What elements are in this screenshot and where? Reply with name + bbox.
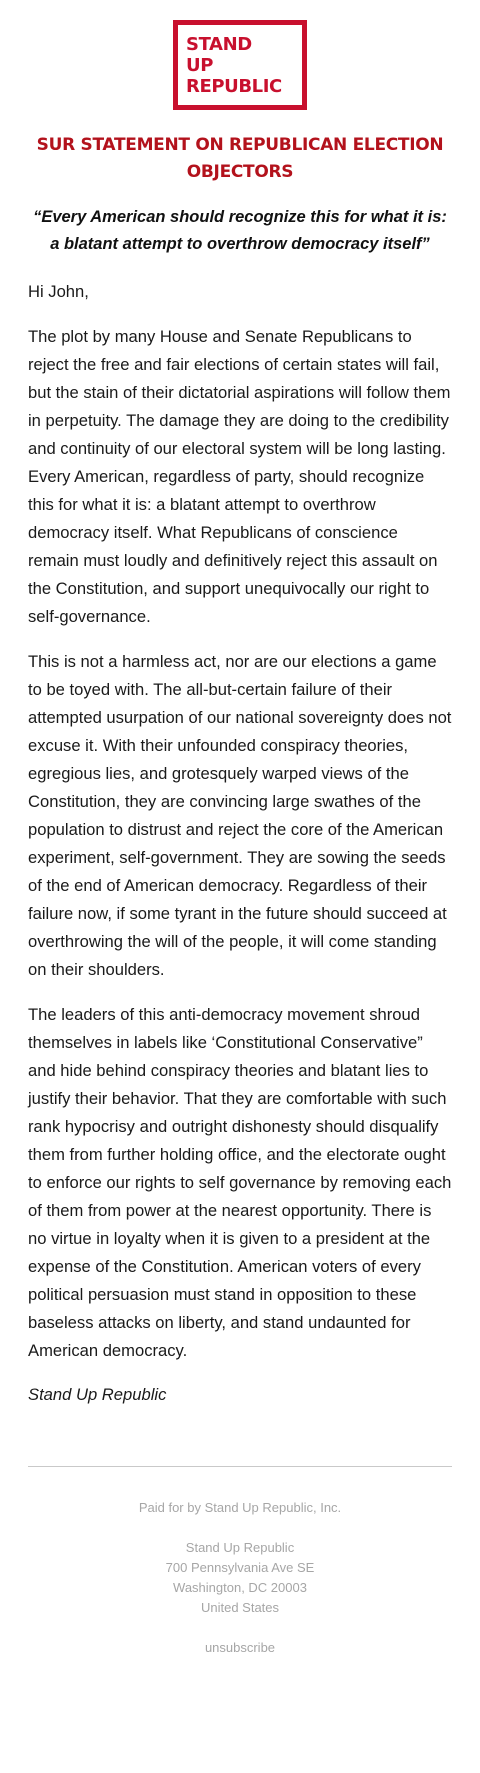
statement-headline: SUR STATEMENT ON REPUBLICAN ELECTION OBJECTORS (36, 135, 444, 182)
email-footer (28, 1498, 452, 1658)
body-paragraph-2: This is not a harmless act, nor are our elections a game to be toyed with. The all-but-certain failure of their attempted usurpation of our national sovereignty does not excuse it. With their unfounded conspiracy theories, egregious lies, and grotesquely warped views of the Constitution, they are convincing large swathes of the population to distrust and reject the core of the American experiment, self-government. They are sowing the seeds of the end of American democracy. Regardless of their failure now, if some tyrant in the future should succeed at overthrowing the will of the people, it will come standing on their shoulders. (28, 652, 452, 979)
address-country: United States (200, 1600, 280, 1615)
logo-line-1: STAND (186, 34, 252, 55)
address-org: Stand Up Republic (185, 1540, 295, 1555)
logo-line-2: UP (186, 55, 214, 76)
paid-for-disclaimer: Paid for by Stand Up Republic, Inc. (138, 1500, 342, 1515)
mailing-address (28, 1538, 452, 1618)
body-paragraph-1: The plot by many House and Senate Republicans to reject the free and fair elections of certain states will fail, but the stain of their dictatorial aspirations will follow them in perpetuity. The damage they are doing to the credibility and continuity of our electoral system will be long lasting. Every American, regardless of party, should recognize this for what it is: a blatant attempt to overthrow democracy itself. What Republicans of conscience remain must loudly and definitively reject this assault on the Constitution, and support unequivocally our right to self-governance. (28, 327, 451, 626)
pull-quote: “Every American should recognize this for what it is: a blatant attempt to overthrow democracy itself” (33, 208, 447, 253)
address-city: Washington, DC 20003 (173, 1580, 307, 1595)
body-paragraph-3: The leaders of this anti-democracy movement shroud themselves in labels like ‘Constitutional Conservative” and hide behind conspiracy theories and blatant lies to justify their behavior. That they are comfortable with such rank hypocrisy and outright dishonesty should disqualify them from further holding office, and the electorate ought to enforce our rights to self governance by removing each of them from power at the nearest opportunity. There is no virtue in loyalty when it is given to a president at the expense of the Constitution. American voters of every political persuasion must stand in opposition to these baseless attacks on liberty, and stand undaunted for American democracy. (28, 1005, 452, 1360)
address-street: 700 Pennsylvania Ave SE (165, 1560, 315, 1575)
greeting: Hi John, (28, 282, 89, 301)
footer-divider (28, 1466, 452, 1467)
signature: Stand Up Republic (28, 1385, 167, 1404)
stand-up-republic-logo (173, 20, 307, 110)
logo-container (28, 0, 452, 110)
logo-line-3: REPUBLIC (186, 76, 282, 97)
unsubscribe-link[interactable]: unsubscribe (204, 1640, 276, 1655)
